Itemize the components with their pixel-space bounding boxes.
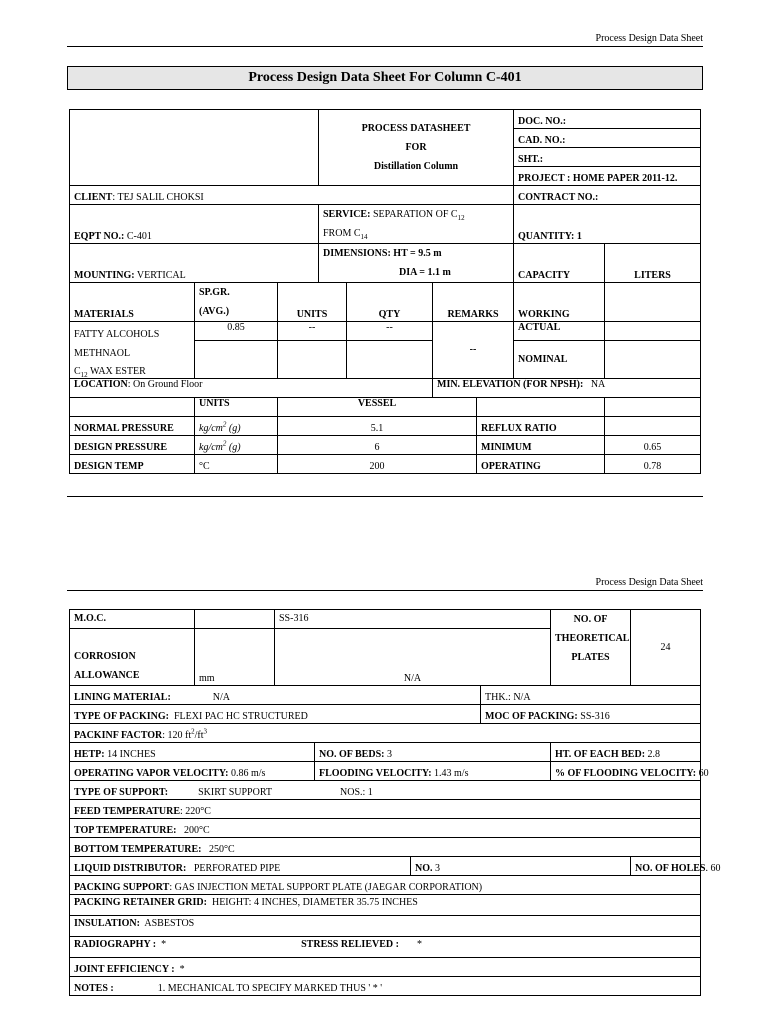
- type-of-packing: TYPE OF PACKING: FLEXI PAC HC STRUCTURED: [70, 705, 481, 724]
- blank-logo-cell: [70, 110, 319, 186]
- spgr-header: SP.GR. (AVG.): [195, 283, 278, 322]
- location: LOCATION: On Ground Floor: [70, 379, 433, 398]
- header-rule: [67, 46, 703, 47]
- moc-label: M.O.C.: [70, 610, 195, 629]
- reflux-ratio-label: REFLUX RATIO: [477, 417, 605, 436]
- liquid-distributor: LIQUID DISTRIBUTOR: PERFORATED PIPE: [70, 857, 411, 876]
- material-qty: --: [347, 322, 433, 341]
- eqpt-no: EQPT NO.: C-401: [70, 205, 319, 244]
- moc-value: SS-316: [275, 610, 551, 629]
- design-pressure-label: DESIGN PRESSURE: [70, 436, 195, 455]
- remarks-header: REMARKS: [433, 283, 514, 322]
- material-methanol: METHNAOL: [70, 341, 195, 360]
- flooding-velocity: FLOODING VELOCITY: 1.43 m/s: [315, 762, 551, 781]
- design-pressure-unit: $kg/cm^2$ (g): [195, 436, 278, 455]
- packing-support: PACKING SUPPORT: GAS INJECTION METAL SUPPORT PLATE (JAEGAR CORPORATION): [70, 876, 701, 895]
- lining-material: LINING MATERIAL: N/A: [70, 686, 481, 705]
- corrosion-value: N/A: [275, 629, 551, 686]
- operating-value: 0.78: [605, 455, 701, 474]
- insulation: INSULATION: ASBESTOS: [70, 916, 701, 937]
- type-of-support: TYPE OF SUPPORT: SKIRT SUPPORT NOS.: 1: [70, 781, 701, 800]
- materials-header: MATERIALS: [70, 283, 195, 322]
- minimum-value: 0.65: [605, 436, 701, 455]
- minimum-label: MINIMUM: [477, 436, 605, 455]
- joint-efficiency: JOINT EFFICIENCY : *: [70, 958, 701, 977]
- cad-no: CAD. NO.:: [514, 129, 701, 148]
- sheet-divider-rule: [67, 496, 703, 497]
- column-datasheet-table: [69, 109, 701, 474]
- project: PROJECT : HOME PAPER 2011-12.: [514, 167, 701, 186]
- top-temperature: TOP TEMPERATURE: 200°C: [70, 819, 701, 838]
- hetp: HETP: 14 INCHES: [70, 743, 315, 762]
- min-elevation: MIN. ELEVATION (FOR NPSH): NA: [433, 379, 701, 398]
- units-header: UNITS: [278, 283, 347, 322]
- cond-units-header: UNITS: [195, 398, 278, 417]
- design-temp-value: 200: [278, 455, 477, 474]
- feed-temperature: FEED TEMPERATURE: 220°C: [70, 800, 701, 819]
- page-header-label-2: Process Design Data Sheet: [595, 577, 703, 588]
- capacity-label: CAPACITY: [514, 244, 605, 283]
- radiography-stress: RADIOGRAPHY : * STRESS RELIEVED : *: [70, 937, 701, 958]
- nominal-label: NOMINAL: [514, 341, 605, 379]
- qty-header: QTY: [347, 283, 433, 322]
- dimensions: DIMENSIONS: HT = 9.5 m DIA = 1.1 m: [319, 244, 514, 283]
- liters-label: LITERS: [605, 244, 701, 283]
- packing-factor: PACKINF FACTOR: 120 $ft^2/ft^3$: [70, 724, 701, 743]
- moc-of-packing: MOC OF PACKING: SS-316: [481, 705, 701, 724]
- bottom-temperature: BOTTOM TEMPERATURE: 250°C: [70, 838, 701, 857]
- corrosion-unit: mm: [195, 629, 275, 686]
- number-of-beds: NO. OF BEDS: 3: [315, 743, 551, 762]
- header-rule-2: [67, 590, 703, 591]
- notes: NOTES : 1. MECHANICAL TO SPECIFY MARKED THUS ' * ': [70, 977, 701, 996]
- client: CLIENT: TEJ SALIL CHOKSI: [70, 186, 514, 205]
- design-temp-label: DESIGN TEMP: [70, 455, 195, 474]
- service: SERVICE: SEPARATION OF $C_{12}$ FROM $C_{14}$: [319, 205, 514, 244]
- operating-label: OPERATING: [477, 455, 605, 474]
- sht: SHT.:: [514, 148, 701, 167]
- thickness: THK.: N/A: [481, 686, 701, 705]
- contract-no: CONTRACT NO.:: [514, 186, 701, 205]
- material-spgr: 0.85: [195, 322, 278, 341]
- design-pressure-value: 6: [278, 436, 477, 455]
- theoretical-plates-label: NO. OF THEORETICAL PLATES: [551, 610, 631, 686]
- doc-no: DOC. NO.:: [514, 110, 701, 129]
- column-datasheet-table-2: [69, 609, 721, 996]
- material-units: --: [278, 322, 347, 341]
- number-of-holes: NO. OF HOLES. 60: [631, 857, 701, 876]
- quantity: QUANTITY: 1: [514, 205, 701, 244]
- page-title: Process Design Data Sheet For Column C-401: [67, 66, 703, 90]
- distributor-number: NO. 3: [411, 857, 631, 876]
- normal-pressure-value: 5.1: [278, 417, 477, 436]
- theoretical-plates-value: 24: [631, 610, 701, 686]
- datasheet-heading: PROCESS DATASHEET FOR Distillation Column: [319, 110, 514, 186]
- normal-pressure-unit: $kg/cm^2$ (g): [195, 417, 278, 436]
- mounting: MOUNTING: VERTICAL: [70, 244, 319, 283]
- corrosion-allowance-label: CORROSION ALLOWANCE: [70, 629, 195, 686]
- height-of-each-bed: HT. OF EACH BED: 2.8: [551, 743, 701, 762]
- percent-flooding-velocity: % OF FLOODING VELOCITY: 60: [551, 762, 701, 781]
- working-label: WORKING: [514, 283, 605, 322]
- material-remarks: --: [433, 322, 514, 379]
- cond-vessel-header: VESSEL: [278, 398, 477, 417]
- material-wax-ester: $C_{12}$ WAX ESTER: [70, 360, 195, 379]
- design-temp-unit: °C: [195, 455, 278, 474]
- packing-retainer-grid: PACKING RETAINER GRID: HEIGHT: 4 INCHES, DIAMETER 35.75 INCHES: [70, 895, 701, 916]
- page-header-label: Process Design Data Sheet: [595, 33, 703, 44]
- normal-pressure-label: NORMAL PRESSURE: [70, 417, 195, 436]
- actual-label: ACTUAL: [514, 322, 605, 341]
- material-fatty-alcohols: FATTY ALCOHOLS: [70, 322, 195, 341]
- operating-vapor-velocity: OPERATING VAPOR VELOCITY: 0.86 m/s: [70, 762, 315, 781]
